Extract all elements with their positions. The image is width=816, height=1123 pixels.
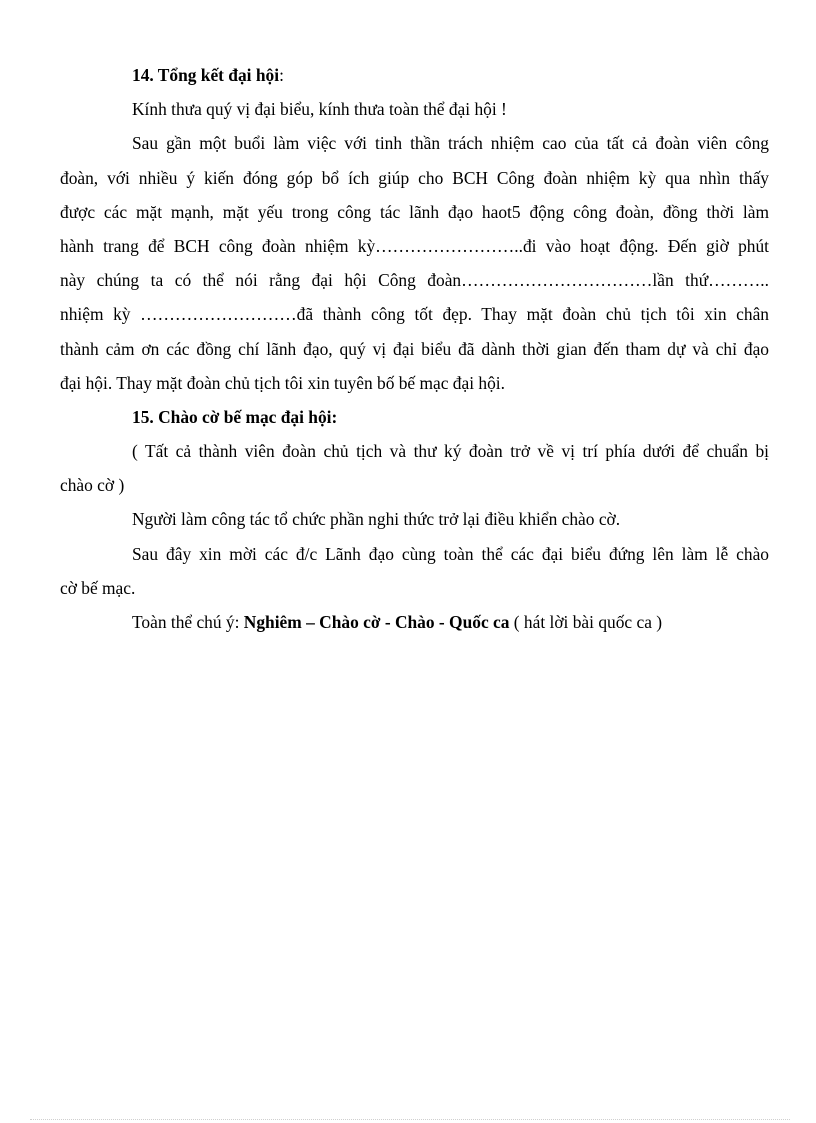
greeting-line: Kính thưa quý vị đại biểu, kính thưa toàn thể đại hội ! [132,99,507,120]
section-15-heading: 15. Chào cờ bế mạc đại hội: [132,406,338,427]
invite-line: Sau đây xin mời các đ/c Lãnh đạo cùng toàn thể các đại biểu đứng lên làm lễ chào [132,543,769,564]
invite-line: cờ bế mạc. [60,577,136,598]
note-line: chào cờ ) [60,475,125,496]
final-command: Nghiêm – Chào cờ - Chào - Quốc ca [243,612,510,632]
paragraph-line: được các mặt mạnh, mặt yếu trong công tác lãnh đạo haot5 động công đoàn, đồng thời làm [60,201,769,222]
paragraph-line: thành cảm ơn các đồng chí lãnh đạo, quý vị đại biểu đã dành thời gian đến tham dự và chỉ đạo [60,338,769,359]
final-prefix: Toàn thể chú ý: [132,612,244,632]
paragraph-line: nhiệm kỳ ………………………đã thành công tốt đẹp. Thay mặt đoàn chủ tịch tôi xin chân [60,304,769,325]
document-body [60,58,769,639]
paragraph-line: đại hội. Thay mặt đoàn chủ tịch tôi xin tuyên bố bế mạc đại hội. [60,372,505,393]
paragraph-line: hành trang để BCH công đoàn nhiệm kỳ……………………..đi vào hoạt động. Đến giờ phút [60,235,769,256]
page-bottom-rule [30,1119,790,1120]
section-14-heading-colon: : [279,65,284,85]
final-command-line [60,605,769,639]
final-suffix: ( hát lời bài quốc ca ) [509,612,663,632]
section-14-heading [60,58,769,92]
paragraph-line: Sau gần một buổi làm việc với tinh thần trách nhiệm cao của tất cả đoàn viên công [132,133,769,154]
paragraph-line: này chúng ta có thể nói rằng đại hội Công đoàn……………………………lần thứ……….. [60,270,769,291]
section-14-heading-text: 14. Tổng kết đại hội [132,65,280,85]
organizer-line: Người làm công tác tổ chức phần nghi thức trở lại điều khiển chào cờ. [132,509,621,530]
paragraph-line: đoàn, với nhiều ý kiến đóng góp bổ ích giúp cho BCH Công đoàn nhiệm kỳ qua nhìn thấy [60,167,769,188]
note-line: ( Tất cả thành viên đoàn chủ tịch và thư ký đoàn trở về vị trí phía dưới để chuẩn bị [132,441,769,462]
